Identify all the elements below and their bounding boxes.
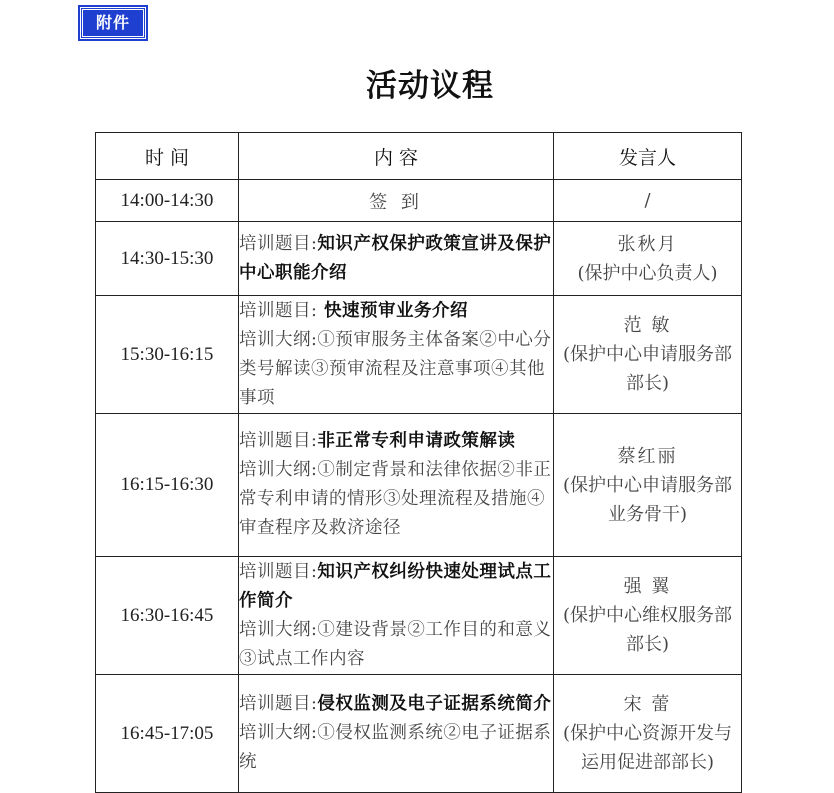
table-row — [96, 557, 742, 675]
speaker-role: (保护中心申请服务部部长) — [562, 344, 733, 394]
row-speaker — [554, 222, 742, 296]
speaker-name: 蔡红丽 — [617, 445, 678, 467]
outline-label: 培训大纲: — [239, 619, 318, 640]
row-content — [239, 557, 554, 675]
topic-label: 培训题目: — [239, 561, 318, 582]
header-time: 时 间 — [96, 133, 239, 180]
topic-text: 知识产权纠纷快速处理试点工作简介 — [239, 561, 552, 611]
row-content — [239, 675, 554, 793]
page-title: 活动议程 — [366, 68, 494, 104]
table-row — [96, 414, 742, 557]
table-row — [96, 180, 742, 222]
row-content: 签 到 — [239, 180, 554, 222]
outline-text: ①预审服务主体备案②中心分类号解读③预审流程及注意事项④其他事项 — [239, 329, 552, 408]
topic-text: 知识产权保护政策宣讲及保护中心职能介绍 — [239, 233, 552, 283]
row-time: 14:30-15:30 — [96, 222, 239, 296]
row-speaker — [554, 414, 742, 557]
attachment-badge: 附件 — [80, 7, 146, 39]
topic-text: 侵权监测及电子证据系统简介 — [317, 694, 552, 714]
table-row — [96, 675, 742, 793]
row-speaker — [554, 557, 742, 675]
outline-label: 培训大纲: — [239, 460, 318, 480]
topic-label: 培训题目: — [239, 694, 318, 714]
outline-label: 培训大纲: — [239, 329, 318, 350]
row-speaker: / — [554, 180, 742, 222]
outline-text: ①制定背景和法律依据②非正常专利申请的情形③处理流程及措施④审查程序及救济途径 — [239, 460, 552, 538]
speaker-role: (保护中心负责人) — [577, 262, 718, 284]
speaker-role: (保护中心维权服务部部长) — [562, 605, 733, 655]
row-time: 15:30-16:15 — [96, 296, 239, 414]
topic-label: 培训题目: — [239, 431, 318, 451]
header-row — [96, 133, 742, 180]
row-time: 16:45-17:05 — [96, 675, 239, 793]
topic-text: 非正常专利申请政策解读 — [317, 431, 516, 451]
table-row — [96, 296, 742, 414]
agenda-table — [95, 132, 742, 793]
speaker-name: 张秋月 — [617, 233, 678, 255]
row-time: 16:15-16:30 — [96, 414, 239, 557]
topic-label: 培训题目: — [239, 300, 318, 321]
row-content — [239, 222, 554, 296]
speaker-name: 范 敏 — [623, 315, 672, 336]
outline-label: 培训大纲: — [239, 723, 318, 743]
row-speaker — [554, 675, 742, 793]
outline-text: ①侵权监测系统②电子证据系统 — [239, 723, 552, 772]
table-row — [96, 222, 742, 296]
outline-text: ①建设背景②工作目的和意义③试点工作内容 — [239, 619, 552, 669]
row-content — [239, 296, 554, 414]
topic-label: 培训题目: — [239, 233, 318, 254]
topic-text: 快速预审业务介绍 — [317, 300, 468, 321]
speaker-role: (保护中心资源开发与运用促进部部长) — [562, 723, 733, 773]
row-time: 16:30-16:45 — [96, 557, 239, 675]
speaker-role: (保护中心申请服务部业务骨干) — [562, 474, 733, 525]
header-content: 内 容 — [239, 133, 554, 180]
row-content — [239, 414, 554, 557]
row-speaker — [554, 296, 742, 414]
header-speaker: 发言人 — [554, 133, 742, 180]
row-time: 14:00-14:30 — [96, 180, 239, 222]
speaker-name: 宋 蕾 — [623, 694, 672, 715]
speaker-name: 强 翼 — [623, 576, 672, 597]
